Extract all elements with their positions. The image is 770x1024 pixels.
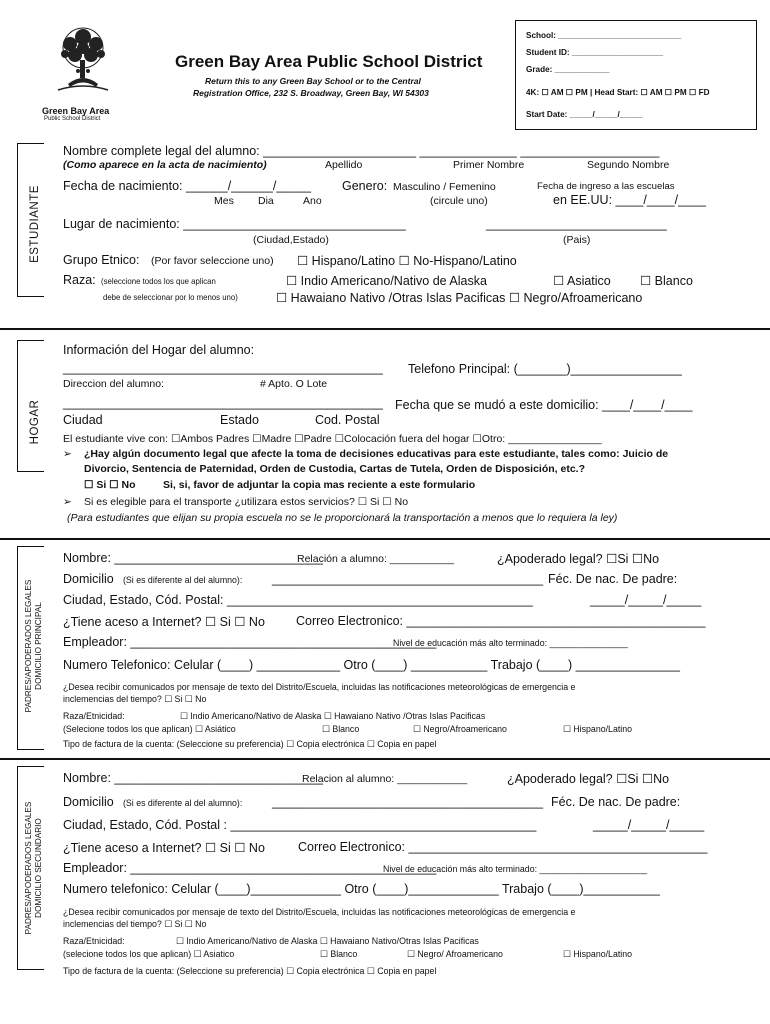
logo-subname: Public School District (44, 116, 101, 122)
start-date-field[interactable]: Start Date: _____/_____/_____ (526, 110, 643, 119)
parent2-race-blanco[interactable]: ☐ Blanco (320, 949, 358, 959)
legal-name-field[interactable]: Nombre complete legal del alumno: ______________________ ______________ ____________________ (63, 144, 660, 158)
main-phone-field[interactable]: Telefono Principal: (_______)________________ (408, 362, 682, 376)
parent1-employer-field[interactable]: Empleador: ____________________________________________ (63, 635, 437, 649)
parent1-phones-field[interactable]: Numero Telefonico: Celular (____) ____________ Otro (____) ___________ Trabajo (____) _______________ (63, 658, 680, 672)
parent2-sms-question: ¿Desea recibir comunicados por mensaje de texto del Distrito/Escuela, incluidas las notificaciones meteorológicas de emergencia e (63, 907, 576, 917)
pais-label: (Pais) (563, 234, 591, 246)
primer-nombre-label: Primer Nombre (453, 159, 525, 171)
birthdate-field[interactable]: Fecha de nacimiento: ______/______/_____ (63, 179, 312, 193)
parent1-billing-options[interactable]: Tipo de factura de la cuenta: (Seleccione su preferencia) ☐ Copia electrónica ☐ Copia en papel (63, 739, 437, 749)
parent1-race-blanco[interactable]: ☐ Blanco (322, 724, 360, 734)
padres1-label-2: DOMICILIO PRINCIPAL (34, 602, 43, 690)
race-option-blanco[interactable]: ☐ Blanco (640, 274, 693, 288)
parent1-race-row-1[interactable]: ☐ Indio Americano/Nativo de Alaska ☐ Hawaiano Nativo /Otras Islas Pacificas (180, 711, 486, 721)
address-label: Direccion del alumno: (63, 378, 164, 390)
race-option-indio[interactable]: ☐ Indio Americano/Nativo de Alaska (286, 274, 487, 288)
parent2-dob-label: Féc. De nac. De padre: (551, 795, 681, 809)
school-field[interactable]: School: ___________________________ (526, 31, 682, 40)
page-title: Green Bay Area Public School District (175, 52, 483, 71)
ciudad-estado-label: (Ciudad,Estado) (253, 234, 329, 246)
ciudad-label: Ciudad (63, 413, 103, 427)
segundo-nombre-label: Segundo Nombre (587, 159, 670, 171)
logo-name: Green Bay Area (42, 106, 110, 116)
dia-label: Dia (258, 195, 274, 207)
parent1-legal-guardian[interactable]: ¿Apoderado legal? ☐Si ☐No (497, 552, 660, 566)
parent2-race-row-1[interactable]: ☐ Indio Americano/Nativo de Alaska ☐ Hawaiano Nativo/Otras Islas Pacificas (176, 936, 479, 946)
parent2-name-field[interactable]: Nombre: ______________________________ (63, 771, 323, 785)
us-entry-label: Fecha de ingreso a las escuelas (537, 181, 675, 192)
parent1-address-label: Domicilio (63, 572, 114, 586)
transport-question[interactable]: Si es elegible para el transporte ¿utilizara estos servicios? ☐ Si ☐ No (84, 496, 409, 508)
parent2-race-negro[interactable]: ☐ Negro/ Afroamericano (407, 949, 503, 959)
parent1-address-note: (Si es diferente al del alumno): (123, 575, 243, 585)
parent1-city-field[interactable]: Ciudad, Estado, Cód. Postal: ____________________________________________ (63, 593, 533, 607)
gender-options[interactable]: Masculino / Femenino (393, 181, 496, 193)
transport-note: (Para estudiantes que elijan su propia escuela no se le proporcionará la transportación a menos que lo requiera la ley) (67, 512, 618, 524)
subtitle-line-1: Return this to any Green Bay School or to the Central (205, 76, 421, 86)
circule-uno-label: (circule uno) (430, 195, 488, 207)
legal-doc-options[interactable]: ☐ Si ☐ No (84, 479, 136, 491)
padres1-label-1: PADRES/APODERADOS LEGALES (24, 579, 33, 713)
padres1-section-label (24, 551, 44, 741)
city-state-zip-field[interactable]: ______________________________________________ (63, 396, 383, 410)
parent2-education-field[interactable]: Nivel de educación más alto terminado: ______________________ (383, 864, 648, 874)
ethnic-options[interactable]: ☐ Hispano/Latino ☐ No-Hispano/Latino (297, 254, 517, 268)
parent1-address-field[interactable]: _______________________________________ (272, 572, 544, 586)
parent1-sms-question: ¿Desea recibir comunicados por mensaje de texto del Distrito/Escuela, incluidas las notificaciones meteorológicas de emergencia e (63, 682, 576, 692)
birth-country-field[interactable]: __________________________ (486, 217, 667, 231)
student-id-field[interactable]: Student ID: ____________________ (526, 48, 664, 57)
parent2-sms-options[interactable]: inclemencias del tiempo? ☐ Si ☐ No (63, 919, 207, 929)
race-option-row-2[interactable]: ☐ Hawaiano Nativo /Otras Islas Pacificas ☐ Negro/Afroamericano (276, 291, 643, 305)
race-label: Raza: (63, 273, 96, 287)
mes-label: Mes (214, 195, 234, 207)
ethnic-group-label: Grupo Etnico: (63, 253, 140, 267)
birthplace-field[interactable]: Lugar de nacimiento: ________________________________ (63, 217, 406, 231)
race-instruction-1: (seleccione todos los que aplican (101, 277, 216, 286)
race-instruction-2: debe de seleccionar por lo menos uno) (103, 293, 238, 302)
parent2-employer-field[interactable]: Empleador: ____________________________________________ (63, 861, 437, 875)
parent1-email-field[interactable]: Correo Electronico: ___________________________________________ (296, 614, 706, 628)
grade-field[interactable]: Grade: ____________ (526, 65, 610, 74)
apt-label: # Apto. O Lote (260, 378, 328, 390)
parent2-race-label: Raza/Etnicidad: (63, 936, 125, 946)
lives-with-options[interactable]: El estudiante vive con: ☐Ambos Padres ☐Madre ☐Padre ☐Colocación fuera del hogar ☐Otro: ________________ (63, 433, 602, 445)
parent1-internet[interactable]: ¿Tiene aceso a Internet? ☐ Si ☐ No (63, 615, 265, 629)
parent2-internet[interactable]: ¿Tiene aceso a Internet? ☐ Si ☐ No (63, 841, 265, 855)
parent2-billing-options[interactable]: Tipo de factura de la cuenta: (Seleccione su preferencia) ☐ Copia electrónica ☐ Copia en papel (63, 966, 437, 976)
parent2-race-row-2a[interactable]: (selecione todos los que aplican) ☐ Asiatico (63, 949, 235, 959)
section-divider-1 (0, 328, 770, 330)
parent1-relation-field[interactable]: Relación a alumno: ___________ (297, 553, 455, 565)
legal-doc-attach-note: Si, si, favor de adjuntar la copia mas reciente a este formulario (163, 479, 476, 491)
arrow-icon: ➢ (63, 448, 72, 460)
parent1-name-field[interactable]: Nombre: ______________________________ (63, 551, 323, 565)
legal-doc-question-2: Divorcio, Sentencia de Paternidad, Orden de Custodia, Cartas de Tutela, Orden de Disposición, etc.? (84, 463, 586, 475)
section-divider-3 (0, 758, 770, 760)
parent1-dob-label: Féc. De nac. De padre: (548, 572, 678, 586)
parent1-education-field[interactable]: Nivel de educación más alto terminado: ________________ (393, 638, 628, 648)
tree-logo-icon (48, 24, 118, 102)
move-date-field[interactable]: Fecha que se mudó a este domicilio: ____/____/____ (395, 398, 693, 412)
section-divider-2 (0, 538, 770, 540)
race-option-asiatico[interactable]: ☐ Asiatico (553, 274, 611, 288)
home-info-heading: Información del Hogar del alumno: (63, 343, 255, 357)
legal-doc-question-1: ¿Hay algún documento legal que afecte la toma de decisiones educativas para este estudiante, tales como: Juicio de (84, 448, 669, 460)
padres2-section-label (24, 773, 44, 963)
parent2-address-label: Domicilio (63, 795, 114, 809)
parent1-sms-options[interactable]: inclemencias del tiempo? ☐ Si ☐ No (63, 694, 207, 704)
parent2-email-field[interactable]: Correo Electronico: ___________________________________________ (298, 840, 708, 854)
gender-label: Genero: (342, 179, 388, 193)
ethnic-instruction: (Por favor seleccione uno) (151, 255, 274, 267)
us-entry-date-field[interactable]: en EE.UU: ____/____/____ (553, 193, 706, 207)
parent2-address-note: (Si es diferente al del alumno): (123, 798, 243, 808)
hogar-section-label: HOGAR (29, 399, 41, 445)
parent2-dob-field[interactable]: _____/_____/_____ (593, 818, 705, 832)
padres2-label-1: PADRES/APODERADOS LEGALES (24, 801, 33, 935)
parent1-race-label: Raza/Etnicidad: (63, 711, 125, 721)
parent1-race-negro[interactable]: ☐ Negro/Afroamericano (413, 724, 507, 734)
program-checkboxes[interactable]: 4K: ☐ AM ☐ PM | Head Start: ☐ AM ☐ PM ☐ FD (526, 88, 710, 97)
birth-cert-note: (Como aparece en la acta de nacimiento) (63, 159, 267, 171)
parent2-relation-field[interactable]: Relacion al alumno: ____________ (302, 773, 468, 785)
arrow-icon: ➢ (63, 496, 72, 508)
estado-label: Estado (220, 413, 259, 427)
parent2-city-field[interactable]: Ciudad, Estado, Cód. Postal : ____________________________________________ (63, 818, 537, 832)
office-use-box (515, 20, 757, 130)
parent2-address-field[interactable]: _______________________________________ (272, 795, 544, 809)
parent1-race-row-2a[interactable]: (Selecione todos los que aplican) ☐ Asiático (63, 724, 236, 734)
address-field[interactable]: ______________________________________________ (63, 361, 383, 375)
padres2-label-2: DOMICILIO SECUNDARIO (34, 818, 43, 918)
parent1-dob-field[interactable]: _____/_____/_____ (590, 593, 702, 607)
parent1-race-hispano[interactable]: ☐ Hispano/Latino (563, 724, 633, 734)
apellido-label: Apellido (325, 159, 363, 171)
parent2-race-hispano[interactable]: ☐ Hispano/Latino (563, 949, 633, 959)
estudiante-section-label: ESTUDIANTE (29, 185, 41, 263)
parent2-legal-guardian[interactable]: ¿Apoderado legal? ☐Si ☐No (507, 772, 670, 786)
parent2-phones-field[interactable]: Numero telefonico: Celular (____)_____________ Otro (____)_____________ Trabajo (____)___________ (63, 882, 660, 896)
ano-label: Ano (303, 195, 322, 207)
postal-label: Cod. Postal (315, 413, 380, 427)
district-logo (42, 24, 118, 122)
subtitle-line-2: Registration Office, 232 S. Broadway, Green Bay, WI 54303 (193, 88, 429, 98)
